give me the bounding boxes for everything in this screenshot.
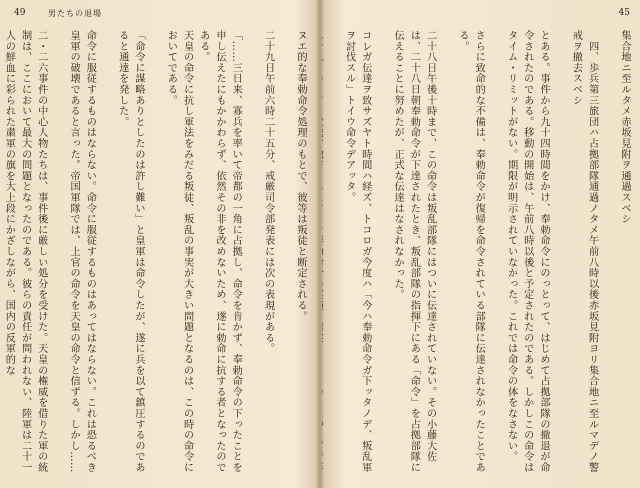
right-page-body-text: 集合地ニ至ルタメ赤坂見附ヲ通過スベシ 四、歩兵第三旅団ハ占拠部隊通過ノタメ午前八時以後赤坂見附ヨリ集合地ニ至ルマデノ警戒ヲ撤去スベシ とある。事件から九十四時間をかけ、奉勅命令にのっとって、はじめて占拠部隊の撤退が命令されたのである。移動の開始は、午前八時以後と予定されたのである。しかしこの命令はタイム・リミットがない。期限が明示されていなかった。これでは命令の体をなさない。 さらに致命的な不備は、奉勅命令が復帰を命令されている部隊に伝達されなかったことである。 二十八日午後十時まで、この命令は叛乱部隊にはついに伝達されていない。その小藤大佐は、二十八日朝奉勅命令が下達されたとき、叛乱部隊の指揮下にある「命令」を占拠部隊に伝えることに努めたが、正式な伝達はなされなかった。 コレガ伝達ヲ致サズヤト時間ハ経ズ、トコロガ今度ハ「今ハ奉勅命令ガ下ッタノデ、叛乱軍ヲ討伐スル」トイウ命令デアッタ。 <box>343 30 630 473</box>
right-page <box>322 0 640 488</box>
left-page-number: 49 <box>14 8 26 18</box>
running-head: 男たちの退場 <box>48 9 102 18</box>
left-page <box>0 0 318 488</box>
left-page-body-text: ヌエ的な奉勅命令処理のもとで、彼等は叛徒と断定される。 二十九日午前六時二十五分、戒厳司令部発表には次の表現がある。 「……三日来、寡兵を率いて帝都の一角に占拠し、命令を肯かず、奉勅命令の下ったことを申し伝えたにもかかわらず、依然その非を改めないため、遂に勅命に抗する者となったのである。 天皇の命令に抗し軍法をみだる叛徒、叛乱の事実が大きい問題となるのは、この時の命令においてである。 「命令に謀略ありとしたのは許し難い」と皇軍は命令したが、遂に兵を以て鎮圧するのであると通達を発した。 命令に服従するものはならない。命令に服従するものはあってはならない。これは恐るべき皇軍の破壊であると言った。帝国軍隊では、上官の命令を天皇の命令と信ずる。しかし…… 二・二六事件の中心人物たちは、事件後に厳しい処分を受けた。天皇の権威を借りた軍の統制は、ここにおいて最大の問題となったのである。彼らの責任が問われない、陸軍は二十一人の鮮血に彩られた粛軍の旗を大上段にかざしながら、国内の反軍的な <box>3 30 306 473</box>
right-page-number: 45 <box>618 8 630 18</box>
